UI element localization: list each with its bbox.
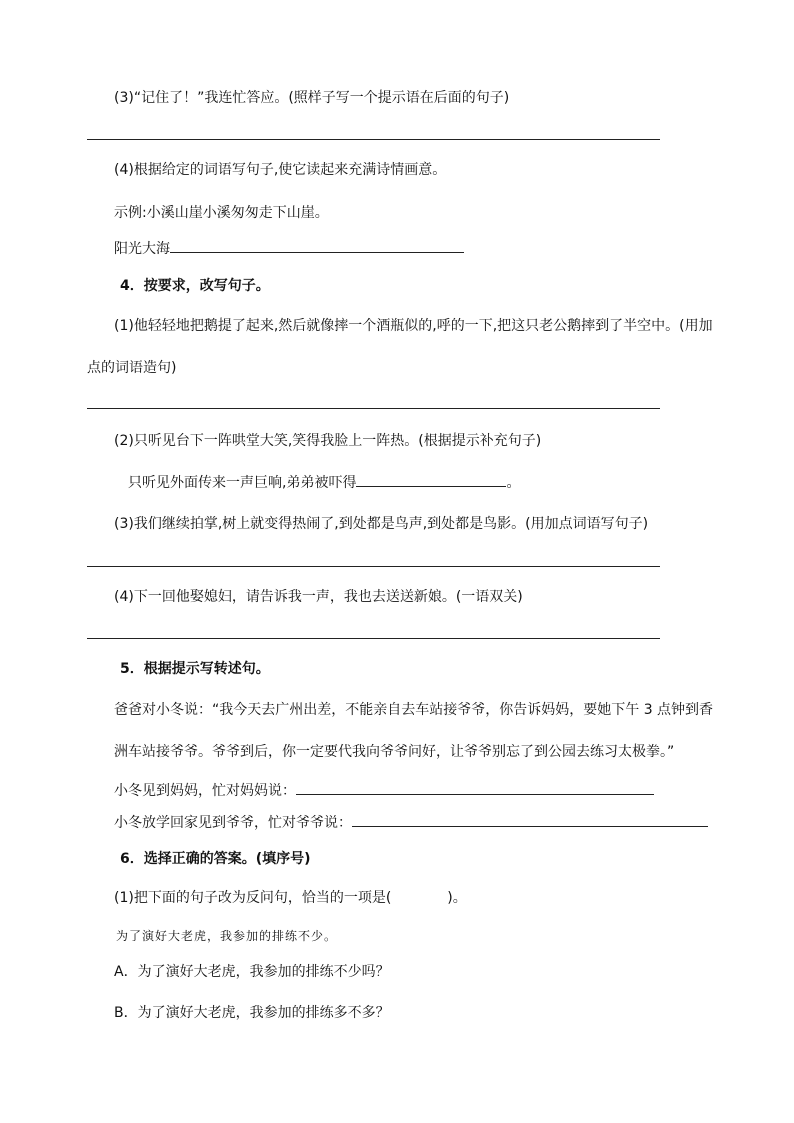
q4-item2-text: (2)只听见台下一阵哄堂大笑,笑得我脸上一阵热。(根据提示补充句子): [114, 433, 542, 449]
q3-example-text: 示例:小溪山崖小溪匆匆走下山崖。: [114, 205, 329, 221]
q5-prompt1-line: [114, 780, 654, 801]
q4-item1-answer-line[interactable]: [87, 408, 660, 409]
q6-heading: 6．选择正确的答案。(填序号): [120, 851, 311, 867]
q5-prompt2-line: [114, 812, 708, 833]
q3-item3-answer-line[interactable]: [87, 139, 660, 140]
q4-item2-fill-suffix: 。: [506, 475, 521, 491]
q6-item1-suffix: )。: [447, 890, 467, 906]
q4-item2-answer-blank[interactable]: [356, 472, 506, 487]
q5-heading: 5．根据提示写转述句。: [120, 661, 270, 677]
q4-heading: 4．按要求，改写句子。: [120, 278, 270, 294]
q4-item2-fill-prefix: 只听见外面传来一声巨响,弟弟被吓得: [128, 475, 357, 491]
q3-item3-text: (3)“记住了！”我连忙答应。(照样子写一个提示语在后面的句子): [114, 90, 510, 106]
q4-item1-line1: (1)他轻轻地把鹅提了起来,然后就像摔一个酒瓶似的,呼的一下,把这只老公鹅摔到了半空中。(用加: [114, 318, 713, 334]
q5-prompt1-answer-blank[interactable]: [296, 780, 654, 795]
q6-option-a[interactable]: A．为了演好大老虎，我参加的排练不少吗？: [114, 964, 390, 980]
q3-words-answer-blank[interactable]: [170, 238, 464, 253]
q4-item3-answer-line[interactable]: [87, 566, 660, 567]
q6-item1-prefix: (1)把下面的句子改为反问句，恰当的一项是(: [114, 890, 392, 906]
q6-item1-line: [114, 888, 467, 908]
q5-prompt2-answer-blank[interactable]: [352, 812, 708, 827]
q4-item4-answer-line[interactable]: [87, 638, 660, 639]
q4-item4-text: (4)下一回他娶媳妇，请告诉我一声，我也去送送新娘。(一语双关): [114, 589, 523, 605]
q3-words-text: 阳光大海: [114, 241, 170, 257]
q4-item1-line2: 点的词语造句): [87, 360, 177, 376]
q3-words-line: [114, 238, 464, 259]
q6-sentence: 为了演好大老虎，我参加的排练不少。: [116, 929, 338, 943]
q5-passage-line2: 洲车站接爷爷。爷爷到后，你一定要代我向爷爷问好，让爷爷别忘了到公园去练习太极拳。”: [114, 744, 675, 760]
q6-option-b[interactable]: B．为了演好大老虎，我参加的排练多不多？: [114, 1005, 390, 1021]
q4-item3-text: (3)我们继续拍掌,树上就变得热闹了,到处都是鸟声,到处都是鸟影。(用加点词语写句子): [114, 516, 649, 532]
q3-item4-text: (4)根据给定的词语写句子,使它读起来充满诗情画意。: [114, 162, 447, 178]
q5-passage-line1: 爸爸对小冬说：“我今天去广州出差，不能亲自去车站接爷爷，你告诉妈妈，要她下午 3 点钟到香: [114, 702, 714, 718]
q4-item2-fill-line: [128, 472, 520, 493]
q5-prompt2-text: 小冬放学回家见到爷爷，忙对爷爷说：: [114, 815, 352, 831]
q5-prompt1-text: 小冬见到妈妈，忙对妈妈说：: [114, 783, 296, 799]
